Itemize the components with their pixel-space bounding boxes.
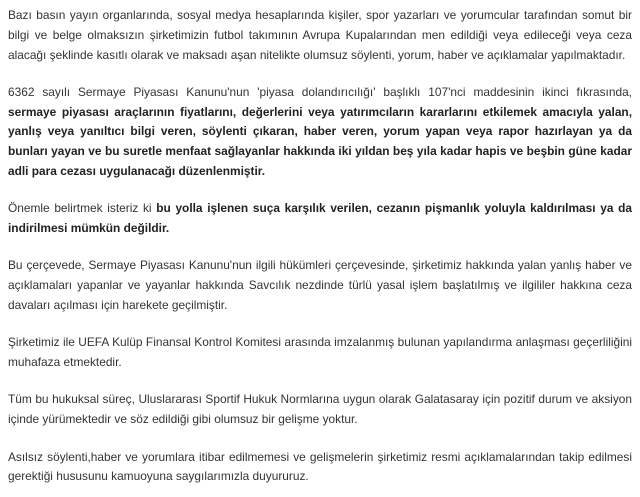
paragraph-rumors <box>8 6 632 65</box>
paragraph-law-article <box>8 83 632 182</box>
paragraph-text: 6362 sayılı Sermaye Piyasası Kanunu'nun 'piyasa dolandırıcılığı' başlıklı 107'nci maddesinin ikinci fıkrasında, <box>8 84 632 99</box>
paragraph-legal-process <box>8 390 632 430</box>
paragraph-text: Bazı basın yayın organlarında, sosyal medya hesaplarında kişiler, spor yazarları ve yorumcular tarafından somut bir bilgi ve belge olmaksızın şirketimizin futbol takımının Avrupa Kupalarından men edildiği veya edileceği veya ceza alacağı şeklinde kasıtlı olarak ve maksadı aşan nitelikte olumsuz söylenti, yorum, haber ve açıklamalar yapılmaktadır. <box>8 8 632 62</box>
paragraph-bold-text: bu yolla işlenen suça karşılık verilen, cezanın pişmanlık yoluyla kaldırılması ya da indirilmesi mümkün değildir. <box>8 201 632 236</box>
paragraph-text: Şirketimiz ile UEFA Kulüp Finansal Kontrol Komitesi arasında imzalanmış bulunan yapılandırma anlaşması geçerliliğini muhafaza etmektedir. <box>8 335 632 370</box>
paragraph-text: Önemle belirtmek isteriz ki <box>8 201 157 216</box>
paragraph-no-remorse <box>8 199 632 239</box>
paragraph-text: Bu çerçevede, Sermaye Piyasası Kanunu'nun ilgili hükümleri çerçevesinde, şirketimiz hakkında yalan yanlış haber ve açıklamaları yapanlar ve yayanlar hakkında Savcılık nezdinde türlü yasal işlem başlatılmış ve ilgililer hakkına ceza davaları açılması için harekete geçilmiştir. <box>8 258 632 313</box>
paragraph-text: Tüm bu hukuksal süreç, Uluslararası Sportif Hukuk Normlarına uygun olarak Galatasaray için pozitif durum ve aksiyon içinde yürümektedir ve söz edildiği gibi olumsuz bir gelişme yoktur. <box>8 392 632 427</box>
paragraph-text: Asılsız söylenti,haber ve yorumlara itibar edilmemesi ve gelişmelerin şirketimiz resmi açıklamalarından takip edilmesi gerektiği hususunu kamuoyuna saygılarımızla duyururuz. <box>8 449 632 484</box>
paragraph-bold-text: sermaye piyasası araçlarının fiyatlarını, değerlerini veya yatırımcıların kararlarını etkilemek amacıyla yalan, yanlış veya yanıltıcı bilgi veren, söylenti çıkaran, haber veren, yorum yapan veya rapor hazırlayan ya da bunları yayan ve bu suretle menfaat sağlayanlar hakkında iki yıldan beş yıla kadar hapis ve beşbin güne kadar adli para cezası uygulanacağı düzenlenmiştir. <box>8 104 632 179</box>
paragraph-announcement <box>8 448 632 488</box>
paragraph-legal-action <box>8 256 632 315</box>
paragraph-uefa-agreement <box>8 333 632 373</box>
